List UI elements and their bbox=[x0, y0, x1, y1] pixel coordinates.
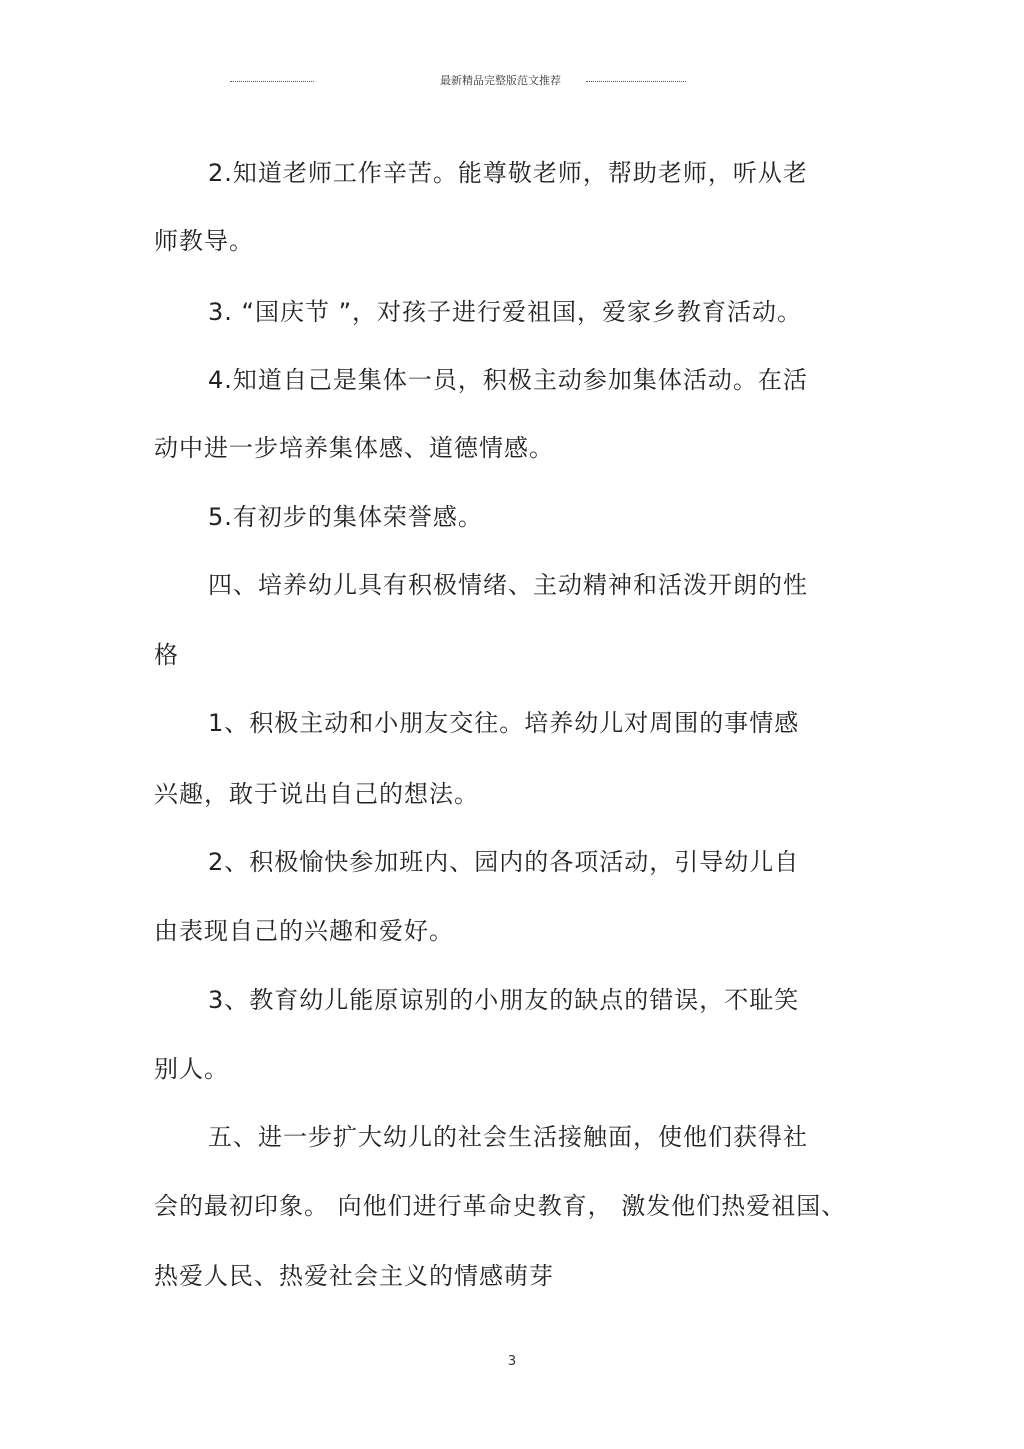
text-line-13: 3、教育幼儿能原谅别的小朋友的缺点的错误，不耻笑 bbox=[208, 986, 800, 1014]
page-number: 3 bbox=[507, 1354, 517, 1369]
text-line-3: 3. “国庆节 ”，对孩子进行爱祖国，爱家乡教育活动。 bbox=[208, 298, 803, 326]
text-line-14: 别人。 bbox=[154, 1055, 229, 1083]
text-line-15: 五、进一步扩大幼儿的社会生活接触面，使他们获得社 bbox=[208, 1123, 808, 1151]
text-line-12: 由表现自己的兴趣和爱好。 bbox=[154, 917, 454, 945]
header-rule-left bbox=[230, 81, 314, 82]
header-rule-right bbox=[586, 81, 686, 82]
text-line-7: 四、培养幼儿具有积极情绪、主动精神和活泼开朗的性 bbox=[208, 571, 808, 599]
text-line-16: 会的最初印象。 向他们进行革命史教育， 激发他们热爱祖国、 bbox=[154, 1192, 847, 1220]
text-line-4: 4.知道自己是集体一员，积极主动参加集体活动。在活 bbox=[208, 366, 808, 394]
text-line-8: 格 bbox=[154, 641, 179, 669]
text-line-10: 兴趣，敢于说出自己的想法。 bbox=[154, 780, 479, 808]
text-line-1: 2.知道老师工作辛苦。能尊敬老师，帮助老师，听从老 bbox=[208, 159, 808, 187]
page-header bbox=[0, 72, 1024, 92]
text-line-6: 5.有初步的集体荣誉感。 bbox=[208, 503, 483, 531]
header-title: 最新精品完整版范文推荐 bbox=[440, 74, 561, 87]
text-line-2: 师教导。 bbox=[154, 227, 254, 255]
text-line-17: 热爱人民、热爱社会主义的情感萌芽 bbox=[154, 1262, 554, 1290]
text-line-5: 动中进一步培养集体感、道德情感。 bbox=[154, 434, 554, 462]
text-line-11: 2、积极愉快参加班内、园内的各项活动，引导幼儿自 bbox=[208, 848, 800, 876]
text-line-9: 1、积极主动和小朋友交往。培养幼儿对周围的事情感 bbox=[208, 709, 800, 737]
